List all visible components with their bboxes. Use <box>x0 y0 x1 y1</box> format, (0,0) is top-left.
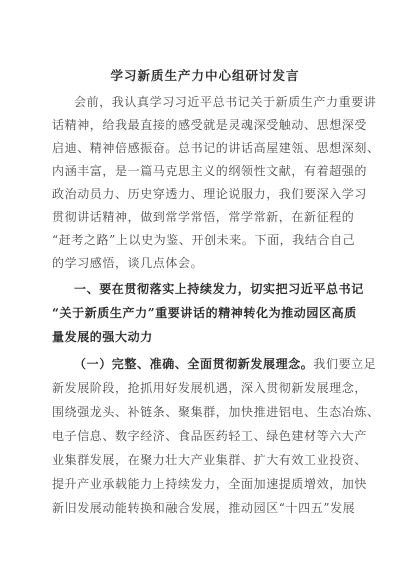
paragraph-line: 围绕强龙头、补链条、聚集群，加快推进铝电、生态冶炼、 <box>52 405 380 419</box>
subsection-text: 我们要立足 <box>313 357 377 371</box>
paragraph-line: 贯彻讲话精神，做到常学常悟，常学常新，在新征程的 <box>52 210 355 224</box>
document-title: 学习新质生产力中心组研讨发言 <box>110 68 300 83</box>
section-heading-line: 一、要在贯彻落实上持续发力，切实把习近平总书记 <box>74 282 364 296</box>
paragraph-line: 会前，我认真学习习近平总书记关于新质生产力重要讲 <box>74 95 377 109</box>
paragraph-line: 内涵丰富，是一篇马克思主义的纲领性文献，有着超强的 <box>52 164 368 178</box>
subsection-heading: （一）完整、准确、全面贯彻新发展理念。 <box>74 357 314 371</box>
subsection-first-line <box>74 356 376 372</box>
paragraph-line: 政治动员力、历史穿透力、理论说服力，我们要深入学习 <box>52 187 368 201</box>
paragraph-line: 提升产业承载能力上持续发力，全面加速提质增效，加快 <box>52 477 368 491</box>
section-heading-line: 量发展的强大动力 <box>52 330 153 344</box>
paragraph-line: 启迪、精神倍感振奋。总书记的讲话高屋建瓴、思想深刻、 <box>52 141 380 155</box>
paragraph-line: 话精神，给我最直接的感受就是灵魂深受触动、思想深受 <box>52 118 368 132</box>
paragraph-line: 的学习感悟，谈几点体会。 <box>52 256 204 270</box>
paragraph-line: 新旧发展动能转换和融合发展，推动园区“十四五”发展 <box>52 501 356 515</box>
section-heading-line: “关于新质生产力”重要讲话的精神转化为推动园区高质 <box>52 306 357 320</box>
paragraph-line: 业集群发展，在聚力壮大产业集群、扩大有效工业投资、 <box>52 453 368 467</box>
paragraph-line: 电子信息、数字经济、食品医药轻工、绿色建材等六大产 <box>52 429 368 443</box>
paragraph-line: “赶考之路”上以史为鉴、开创未来。下面，我结合自己 <box>52 233 356 247</box>
paragraph-line: 新发展阶段，抢抓用好发展机遇，深入贯彻新发展理念， <box>52 381 368 395</box>
